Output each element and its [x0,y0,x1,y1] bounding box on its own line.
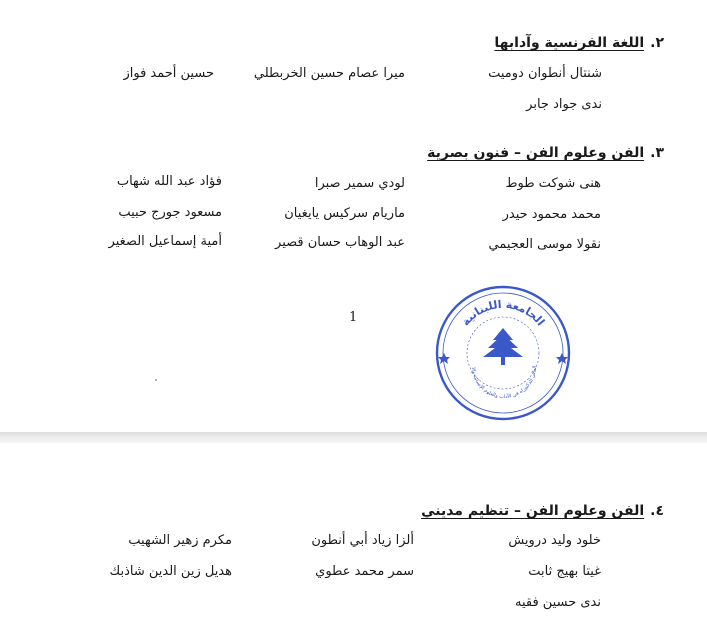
section-4-title: الفن وعلوم الفن – تنظيم مديني [421,503,645,519]
cedar-tree-icon [483,328,523,365]
name-item: عبد الوهاب حسان قصير [275,235,405,250]
document-page-2 [0,443,707,639]
university-seal [432,282,574,424]
name-item: خلود وليد درويش [508,533,601,548]
name-item: فؤاد عبد الله شهاب [116,174,222,189]
name-item: مسعود جورج حبيب [118,205,222,220]
scan-speck [155,379,157,381]
name-item: شنتال أنطوان دوميت [488,66,602,81]
name-item: ندى حسين فقيه [514,595,601,610]
name-item: حسين أحمد فواز [123,66,214,81]
section-3-title: الفن وعلوم الفن – فنون بصرية [427,145,645,161]
name-item: محمد محمود حيدر [502,207,601,222]
section-4-number: ٤. [650,503,664,519]
section-3-number: ٣. [650,145,664,161]
seal-outer-text: الجامعة اللبنانية [458,297,548,329]
section-2-number: ٢. [650,35,664,51]
name-item: لودي سمير صبرا [314,176,405,191]
name-item: ألزا زياد أبي أنطون [311,533,414,548]
name-item: ميرا عصام حسين الخربطلي [253,66,405,81]
section-4-heading [421,503,664,519]
page-number: 1 [349,310,358,325]
name-item: أمية إسماعيل الصغير [108,234,222,249]
page-gap [0,432,707,443]
name-item: هديل زين الدين شاذبك [109,564,232,579]
name-item: ندى جواد جابر [526,97,602,112]
name-item: غيتا بهيج ثابت [528,564,601,579]
name-item: ماريام سركيس يايغيان [284,206,405,221]
section-3-heading [427,145,664,161]
section-2-title: اللغة الفرنسية وآدابها [494,35,645,51]
name-item: سمر محمد عطوي [315,564,414,579]
seal-inner-text: العالي للدكتوراه في الآداب والعلوم الإنسانية والا [470,365,539,401]
name-item: مكرم زهير الشهيب [128,533,232,548]
section-2-heading [494,35,664,51]
name-item: نقولا موسى العجيمي [488,237,601,252]
name-item: هنى شوكت طوط [505,176,601,191]
